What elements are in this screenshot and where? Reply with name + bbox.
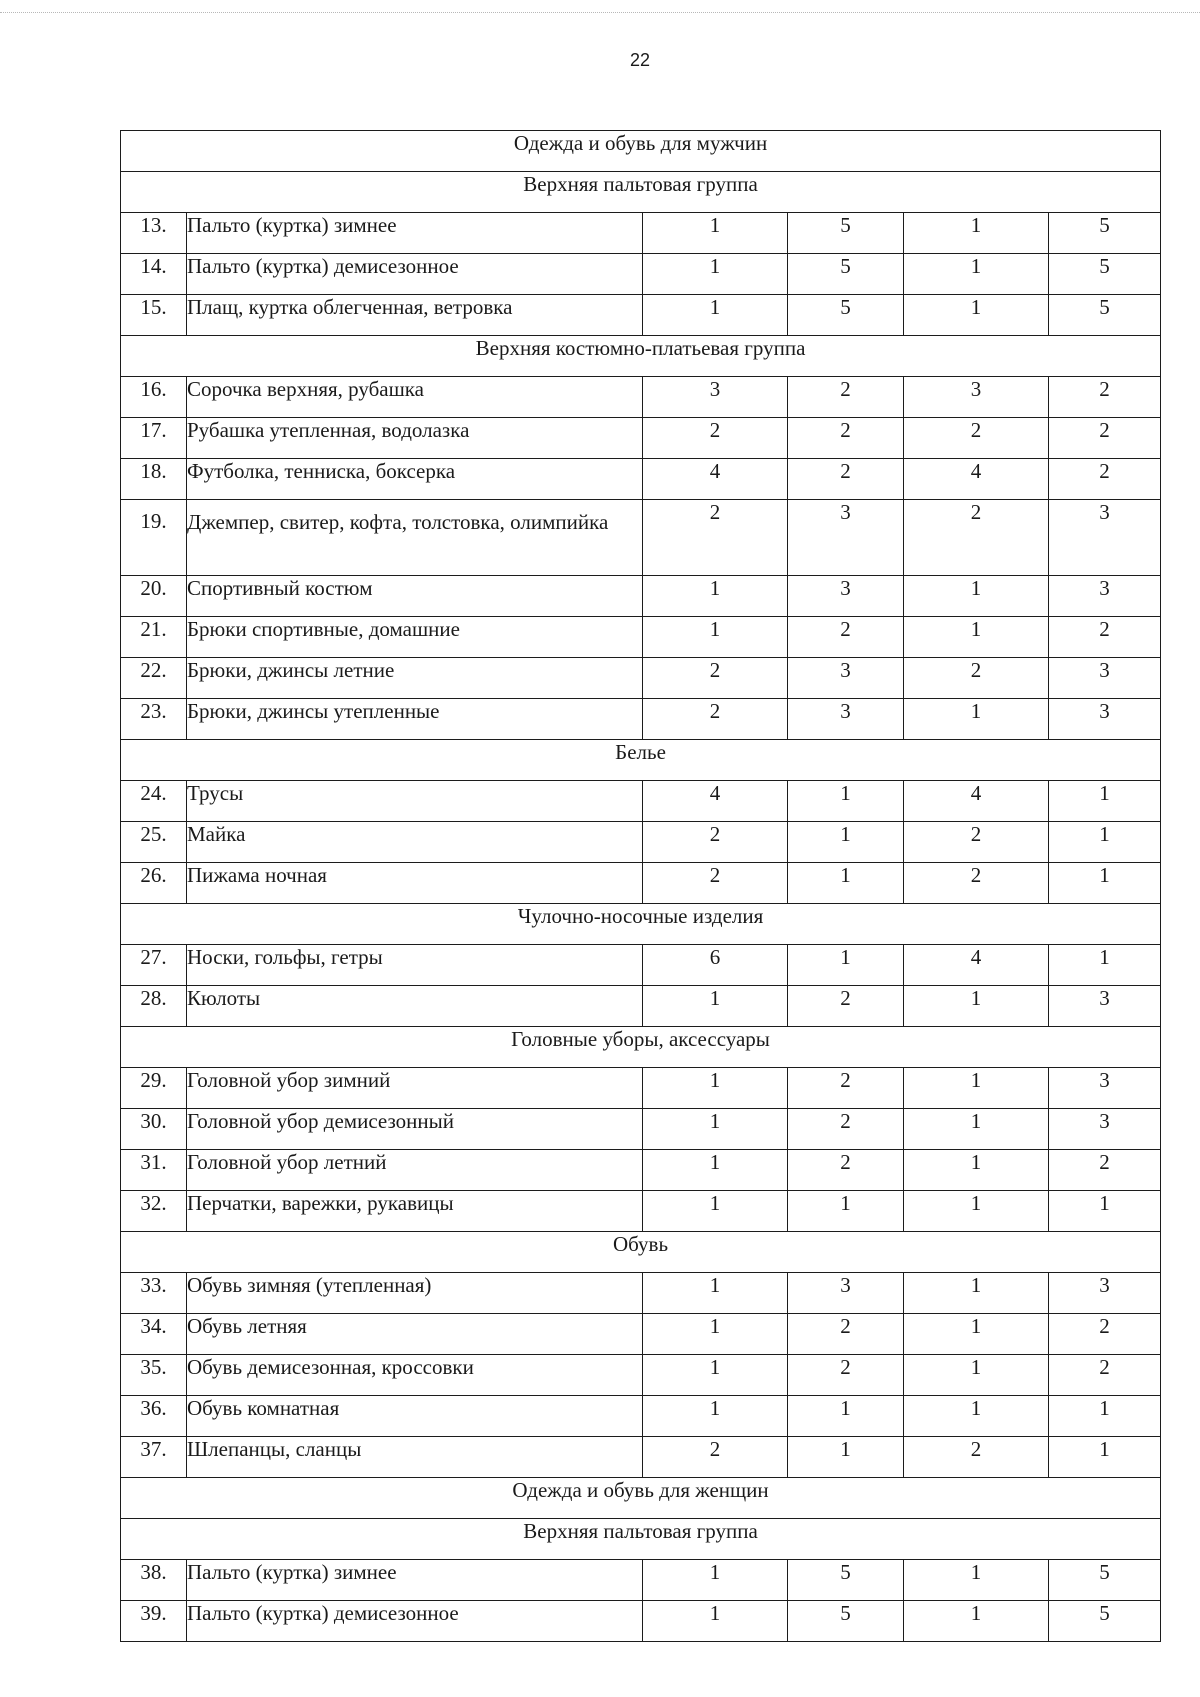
value-cell: 4 xyxy=(904,459,1049,500)
table-row xyxy=(121,295,1161,336)
value-cell: 2 xyxy=(788,986,904,1027)
section-heading: Верхняя пальтовая группа xyxy=(121,172,1161,213)
value-cell: 1 xyxy=(788,1191,904,1232)
item-name: Пижама ночная xyxy=(187,863,643,904)
table-row xyxy=(121,1396,1161,1437)
table-row xyxy=(121,1601,1161,1642)
value-cell: 1 xyxy=(643,1601,788,1642)
item-name: Пальто (куртка) зимнее xyxy=(187,213,643,254)
row-number: 33. xyxy=(121,1273,187,1314)
value-cell: 1 xyxy=(904,1314,1049,1355)
value-cell: 3 xyxy=(788,658,904,699)
value-cell: 1 xyxy=(904,1560,1049,1601)
value-cell: 2 xyxy=(643,658,788,699)
item-name: Джемпер, свитер, кофта, толстовка, олимпийка xyxy=(187,500,643,576)
item-name: Футболка, тенниска, боксерка xyxy=(187,459,643,500)
value-cell: 2 xyxy=(788,377,904,418)
value-cell: 1 xyxy=(643,1560,788,1601)
value-cell: 1 xyxy=(643,1273,788,1314)
row-number: 28. xyxy=(121,986,187,1027)
value-cell: 2 xyxy=(904,822,1049,863)
value-cell: 1 xyxy=(904,699,1049,740)
row-number: 32. xyxy=(121,1191,187,1232)
section-row xyxy=(121,1027,1161,1068)
row-number: 23. xyxy=(121,699,187,740)
row-number: 20. xyxy=(121,576,187,617)
value-cell: 3 xyxy=(1049,986,1161,1027)
row-number: 18. xyxy=(121,459,187,500)
row-number: 22. xyxy=(121,658,187,699)
value-cell: 5 xyxy=(788,213,904,254)
value-cell: 2 xyxy=(904,658,1049,699)
value-cell: 2 xyxy=(788,459,904,500)
item-name: Плащ, куртка облегченная, ветровка xyxy=(187,295,643,336)
value-cell: 1 xyxy=(788,781,904,822)
value-cell: 3 xyxy=(1049,699,1161,740)
value-cell: 4 xyxy=(904,781,1049,822)
value-cell: 2 xyxy=(1049,459,1161,500)
value-cell: 2 xyxy=(904,863,1049,904)
value-cell: 1 xyxy=(904,1068,1049,1109)
value-cell: 4 xyxy=(904,945,1049,986)
row-number: 30. xyxy=(121,1109,187,1150)
value-cell: 3 xyxy=(643,377,788,418)
value-cell: 3 xyxy=(904,377,1049,418)
item-name: Обувь комнатная xyxy=(187,1396,643,1437)
section-row xyxy=(121,1519,1161,1560)
table-row xyxy=(121,822,1161,863)
value-cell: 1 xyxy=(643,1396,788,1437)
table-body xyxy=(121,131,1161,1642)
value-cell: 1 xyxy=(904,213,1049,254)
table-row xyxy=(121,863,1161,904)
value-cell: 2 xyxy=(1049,377,1161,418)
section-heading: Белье xyxy=(121,740,1161,781)
value-cell: 1 xyxy=(1049,822,1161,863)
item-name: Шлепанцы, сланцы xyxy=(187,1437,643,1478)
value-cell: 1 xyxy=(643,576,788,617)
value-cell: 5 xyxy=(788,295,904,336)
value-cell: 1 xyxy=(1049,945,1161,986)
value-cell: 2 xyxy=(643,418,788,459)
value-cell: 2 xyxy=(643,1437,788,1478)
row-number: 15. xyxy=(121,295,187,336)
value-cell: 1 xyxy=(1049,781,1161,822)
section-row xyxy=(121,904,1161,945)
value-cell: 2 xyxy=(1049,1150,1161,1191)
item-name: Пальто (куртка) зимнее xyxy=(187,1560,643,1601)
table-row xyxy=(121,1068,1161,1109)
section-row xyxy=(121,1232,1161,1273)
row-number: 39. xyxy=(121,1601,187,1642)
value-cell: 2 xyxy=(904,1437,1049,1478)
value-cell: 3 xyxy=(788,699,904,740)
item-name: Обувь летняя xyxy=(187,1314,643,1355)
item-name: Головной убор демисезонный xyxy=(187,1109,643,1150)
item-name: Носки, гольфы, гетры xyxy=(187,945,643,986)
value-cell: 1 xyxy=(643,1068,788,1109)
table-row xyxy=(121,945,1161,986)
table-row xyxy=(121,1355,1161,1396)
value-cell: 2 xyxy=(788,1109,904,1150)
table-row xyxy=(121,500,1161,576)
item-name: Сорочка верхняя, рубашка xyxy=(187,377,643,418)
table-row xyxy=(121,1191,1161,1232)
value-cell: 1 xyxy=(643,295,788,336)
value-cell: 1 xyxy=(643,1314,788,1355)
row-number: 14. xyxy=(121,254,187,295)
value-cell: 2 xyxy=(788,418,904,459)
value-cell: 1 xyxy=(904,1273,1049,1314)
value-cell: 2 xyxy=(1049,1314,1161,1355)
table-row xyxy=(121,1150,1161,1191)
value-cell: 5 xyxy=(788,1601,904,1642)
row-number: 27. xyxy=(121,945,187,986)
value-cell: 1 xyxy=(643,986,788,1027)
row-number: 38. xyxy=(121,1560,187,1601)
page-number: 22 xyxy=(629,50,651,70)
table-row xyxy=(121,617,1161,658)
row-number: 25. xyxy=(121,822,187,863)
value-cell: 1 xyxy=(788,1437,904,1478)
row-number: 37. xyxy=(121,1437,187,1478)
value-cell: 1 xyxy=(904,1601,1049,1642)
section-row xyxy=(121,131,1161,172)
value-cell: 1 xyxy=(904,1191,1049,1232)
section-row xyxy=(121,336,1161,377)
item-name: Брюки, джинсы летние xyxy=(187,658,643,699)
value-cell: 1 xyxy=(1049,1191,1161,1232)
value-cell: 1 xyxy=(904,576,1049,617)
row-number: 34. xyxy=(121,1314,187,1355)
value-cell: 1 xyxy=(1049,863,1161,904)
section-heading: Верхняя пальтовая группа xyxy=(121,1519,1161,1560)
value-cell: 1 xyxy=(904,617,1049,658)
section-heading: Верхняя костюмно-платьевая группа xyxy=(121,336,1161,377)
value-cell: 2 xyxy=(643,500,788,576)
value-cell: 1 xyxy=(1049,1437,1161,1478)
table-row xyxy=(121,418,1161,459)
value-cell: 5 xyxy=(1049,1601,1161,1642)
row-number: 29. xyxy=(121,1068,187,1109)
table-row xyxy=(121,254,1161,295)
section-heading: Обувь xyxy=(121,1232,1161,1273)
value-cell: 2 xyxy=(1049,1355,1161,1396)
norms-table xyxy=(120,130,1161,1642)
value-cell: 1 xyxy=(904,986,1049,1027)
value-cell: 5 xyxy=(1049,213,1161,254)
value-cell: 4 xyxy=(643,459,788,500)
value-cell: 1 xyxy=(904,1396,1049,1437)
table-row xyxy=(121,1314,1161,1355)
value-cell: 1 xyxy=(904,295,1049,336)
item-name: Брюки, джинсы утепленные xyxy=(187,699,643,740)
item-name: Обувь зимняя (утепленная) xyxy=(187,1273,643,1314)
row-number: 21. xyxy=(121,617,187,658)
value-cell: 1 xyxy=(643,254,788,295)
value-cell: 1 xyxy=(643,1191,788,1232)
row-number: 19. xyxy=(121,500,187,576)
value-cell: 5 xyxy=(1049,295,1161,336)
item-name: Обувь демисезонная, кроссовки xyxy=(187,1355,643,1396)
value-cell: 5 xyxy=(788,1560,904,1601)
value-cell: 1 xyxy=(904,1355,1049,1396)
value-cell: 2 xyxy=(643,863,788,904)
item-name: Трусы xyxy=(187,781,643,822)
value-cell: 2 xyxy=(904,500,1049,576)
value-cell: 4 xyxy=(643,781,788,822)
item-name: Пальто (куртка) демисезонное xyxy=(187,1601,643,1642)
item-name: Спортивный костюм xyxy=(187,576,643,617)
row-number: 26. xyxy=(121,863,187,904)
value-cell: 3 xyxy=(1049,576,1161,617)
value-cell: 3 xyxy=(788,500,904,576)
section-row xyxy=(121,1478,1161,1519)
value-cell: 1 xyxy=(1049,1396,1161,1437)
value-cell: 2 xyxy=(643,699,788,740)
value-cell: 3 xyxy=(1049,500,1161,576)
item-name: Перчатки, варежки, рукавицы xyxy=(187,1191,643,1232)
section-heading: Одежда и обувь для женщин xyxy=(121,1478,1161,1519)
item-name: Рубашка утепленная, водолазка xyxy=(187,418,643,459)
item-name: Брюки спортивные, домашние xyxy=(187,617,643,658)
value-cell: 2 xyxy=(904,418,1049,459)
item-name: Головной убор зимний xyxy=(187,1068,643,1109)
table-row xyxy=(121,1109,1161,1150)
value-cell: 5 xyxy=(1049,1560,1161,1601)
table-row xyxy=(121,1273,1161,1314)
row-number: 16. xyxy=(121,377,187,418)
item-name: Майка xyxy=(187,822,643,863)
section-row xyxy=(121,740,1161,781)
value-cell: 6 xyxy=(643,945,788,986)
item-name: Пальто (куртка) демисезонное xyxy=(187,254,643,295)
row-number: 31. xyxy=(121,1150,187,1191)
value-cell: 1 xyxy=(788,863,904,904)
value-cell: 5 xyxy=(788,254,904,295)
value-cell: 5 xyxy=(1049,254,1161,295)
value-cell: 3 xyxy=(788,576,904,617)
value-cell: 2 xyxy=(1049,617,1161,658)
value-cell: 1 xyxy=(904,254,1049,295)
item-name: Кюлоты xyxy=(187,986,643,1027)
value-cell: 2 xyxy=(788,1314,904,1355)
value-cell: 2 xyxy=(788,1068,904,1109)
value-cell: 1 xyxy=(643,1355,788,1396)
section-heading: Чулочно-носочные изделия xyxy=(121,904,1161,945)
value-cell: 2 xyxy=(788,1355,904,1396)
value-cell: 1 xyxy=(643,617,788,658)
table-row xyxy=(121,459,1161,500)
value-cell: 1 xyxy=(643,1109,788,1150)
table-row xyxy=(121,377,1161,418)
table-row xyxy=(121,1437,1161,1478)
section-row xyxy=(121,172,1161,213)
value-cell: 1 xyxy=(904,1109,1049,1150)
row-number: 17. xyxy=(121,418,187,459)
section-heading: Одежда и обувь для мужчин xyxy=(121,131,1161,172)
value-cell: 1 xyxy=(643,1150,788,1191)
value-cell: 1 xyxy=(643,213,788,254)
section-heading: Головные уборы, аксессуары xyxy=(121,1027,1161,1068)
table-row xyxy=(121,699,1161,740)
value-cell: 3 xyxy=(1049,1109,1161,1150)
table-row xyxy=(121,658,1161,699)
value-cell: 1 xyxy=(788,945,904,986)
row-number: 36. xyxy=(121,1396,187,1437)
value-cell: 1 xyxy=(788,822,904,863)
row-number: 24. xyxy=(121,781,187,822)
table-row xyxy=(121,576,1161,617)
value-cell: 3 xyxy=(788,1273,904,1314)
table-row xyxy=(121,213,1161,254)
row-number: 13. xyxy=(121,213,187,254)
value-cell: 3 xyxy=(1049,1273,1161,1314)
value-cell: 2 xyxy=(643,822,788,863)
value-cell: 1 xyxy=(904,1150,1049,1191)
value-cell: 2 xyxy=(1049,418,1161,459)
scan-edge-line xyxy=(0,12,1200,13)
table-row xyxy=(121,781,1161,822)
value-cell: 2 xyxy=(788,617,904,658)
table-row xyxy=(121,986,1161,1027)
value-cell: 2 xyxy=(788,1150,904,1191)
value-cell: 3 xyxy=(1049,1068,1161,1109)
row-number: 35. xyxy=(121,1355,187,1396)
value-cell: 3 xyxy=(1049,658,1161,699)
table-row xyxy=(121,1560,1161,1601)
value-cell: 1 xyxy=(788,1396,904,1437)
item-name: Головной убор летний xyxy=(187,1150,643,1191)
